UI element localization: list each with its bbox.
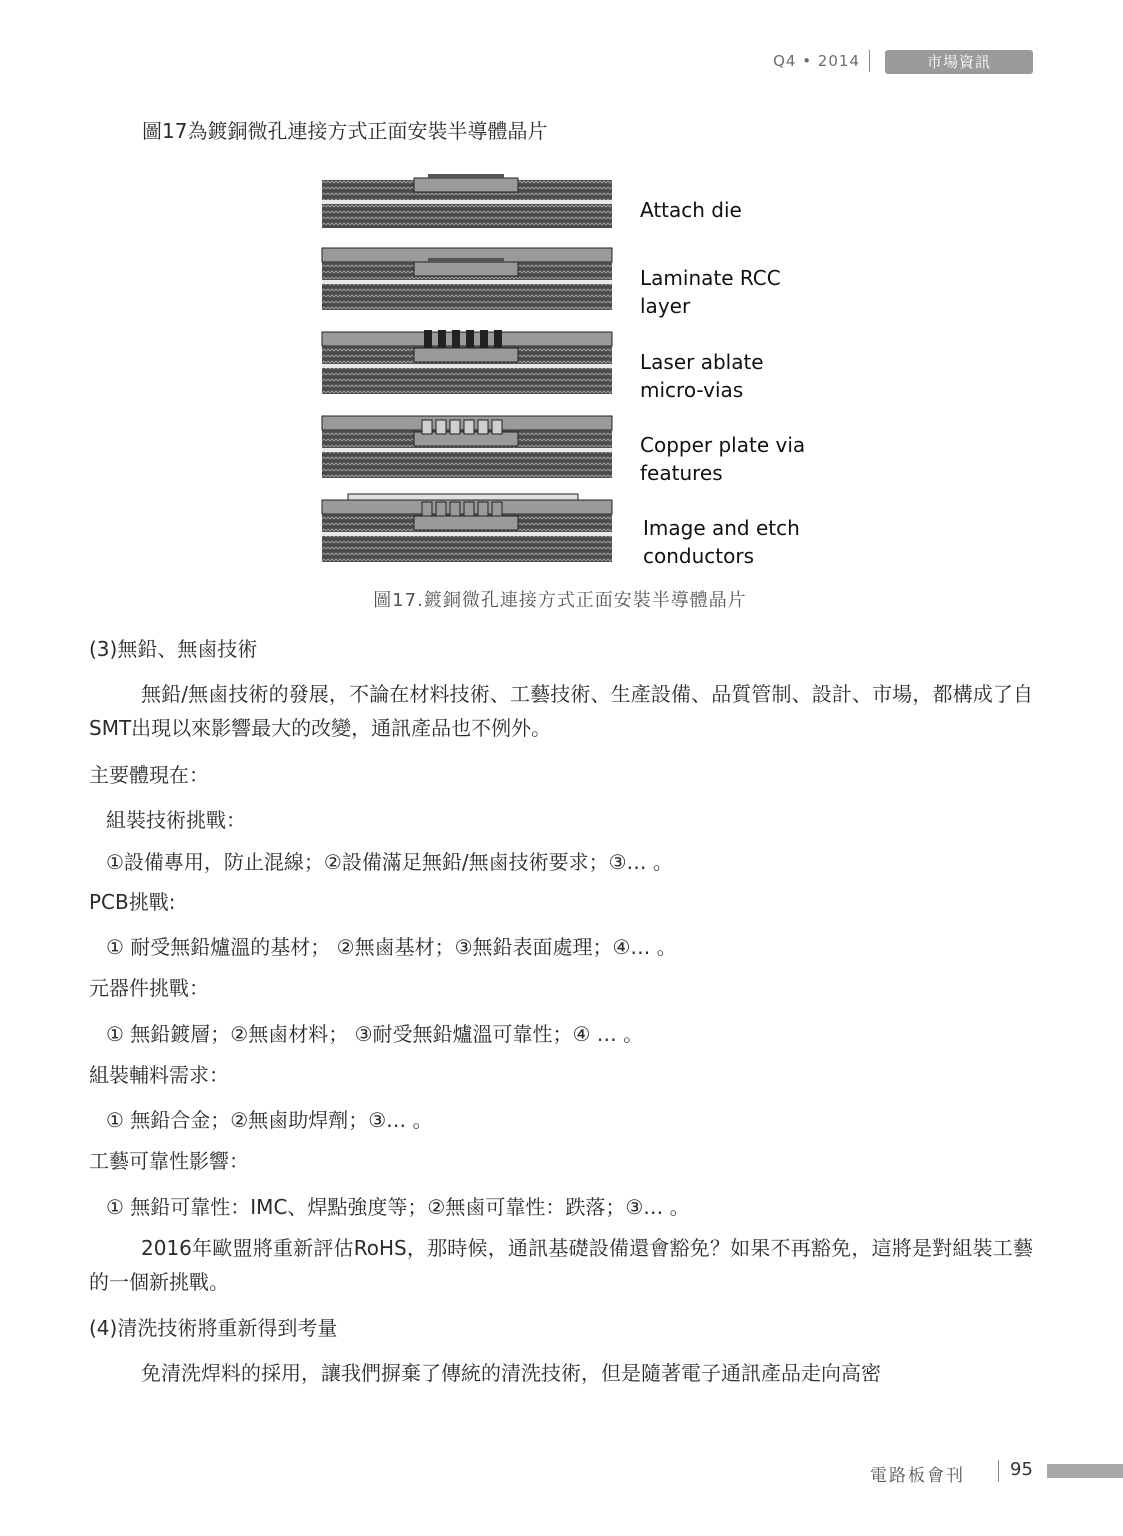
page-number: 95 (1010, 1459, 1033, 1480)
step-label-attach-die: Attach die (640, 198, 742, 222)
step-label-laminate: Laminate RCC layer (640, 266, 781, 318)
main-points-label: 主要體現在： (89, 763, 209, 787)
footer-divider (998, 1460, 999, 1482)
assembly-challenge-title: 組裝技術挑戰： (106, 808, 246, 832)
aux-materials-title: 組裝輔料需求： (89, 1063, 229, 1087)
step-3-cross-section (322, 330, 612, 394)
issue-label: Q4 • 2014 (773, 52, 860, 70)
reliability-items: ① 無鉛可靠性：IMC、焊點強度等；②無鹵可靠性：跌落；③… 。 (106, 1195, 690, 1219)
component-challenge-items: ① 無鉛鍍層；②無鹵材料； ③耐受無鉛爐溫可靠性；④ … 。 (106, 1022, 644, 1046)
assembly-challenge-items: ①設備專用，防止混線；②設備滿足無鉛/無鹵技術要求；③… 。 (106, 850, 673, 874)
figure-caption: 圖17.鍍銅微孔連接方式正面安裝半導體晶片 (373, 590, 747, 611)
section-3-heading: (3)無鉛、無鹵技術 (89, 637, 258, 661)
component-challenge-title: 元器件挑戰： (89, 976, 209, 1000)
section-badge: 市場資訊 (885, 50, 1033, 74)
aux-materials-items: ① 無鉛合金；②無鹵助焊劑；③… 。 (106, 1108, 433, 1132)
step-5-cross-section (322, 494, 612, 562)
pcb-challenge-items: ① 耐受無鉛爐溫的基材； ②無鹵基材；③無鉛表面處理；④… 。 (106, 935, 677, 959)
section-3-paragraph: 無鉛/無鹵技術的發展，不論在材料技術、工藝技術、生產設備、品質管制、設計、市場，都構成了自SMT出現以來影響最大的改變，通訊產品也不例外。 (89, 682, 1033, 740)
pcb-challenge-title: PCB挑戰: (89, 890, 176, 914)
step-label-laser: Laser ablate micro-vias (640, 350, 764, 402)
section-4-paragraph: 免清洗焊料的採用，讓我們摒棄了傳統的清洗技術，但是隨著電子通訊產品走向高密 (141, 1361, 881, 1385)
section-4-heading: (4)清洗技術將重新得到考量 (89, 1316, 338, 1340)
figure-17-diagram (318, 168, 618, 578)
step-label-copper: Copper plate via features (640, 433, 806, 485)
figure-intro: 圖17為鍍銅微孔連接方式正面安裝半導體晶片 (142, 119, 548, 143)
rohs-paragraph: 2016年歐盟將重新評估RoHS，那時候，通訊基礎設備還會豁免？如果不再豁免，這將是對組裝工藝的一個新挑戰。 (89, 1236, 1033, 1294)
footer-bar (1047, 1464, 1123, 1478)
reliability-title: 工藝可靠性影響： (89, 1149, 249, 1173)
journal-title: 電路板會刊 (870, 1466, 965, 1486)
step-label-image-etch: Image and etch conductors (643, 516, 800, 568)
step-2-cross-section (322, 248, 612, 310)
header-divider (869, 50, 870, 72)
step-4-cross-section (322, 416, 612, 478)
step-1-cross-section (322, 174, 612, 228)
